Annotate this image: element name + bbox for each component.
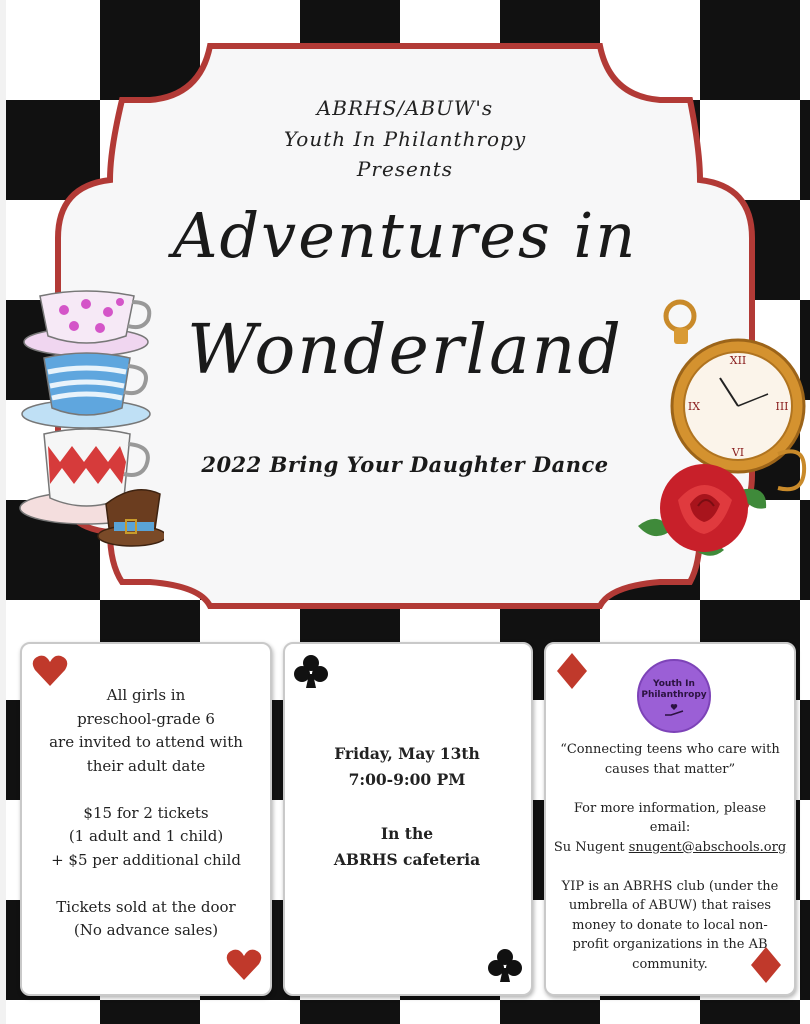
price-line-2: (1 adult and 1 child) xyxy=(68,827,224,845)
event-time: 7:00-9:00 PM xyxy=(348,770,466,789)
pocket-watch-rose-illustration xyxy=(628,294,810,574)
info-line-2: email: xyxy=(649,820,691,835)
event-date: Friday, May 13th xyxy=(334,744,480,763)
slogan-line-2: causes that matter” xyxy=(604,761,736,777)
yip-logo xyxy=(637,659,711,733)
info-line-1: For more information, please xyxy=(573,800,767,816)
logo-text-line-2: Philanthropy xyxy=(641,690,707,700)
eligibility-line-1: All girls in xyxy=(106,686,186,704)
contact-name: Su Nugent xyxy=(553,839,625,855)
about-line-5: community. xyxy=(632,956,708,972)
about-line-3: money to donate to local non- xyxy=(572,917,768,933)
slogan-line-1: “Connecting teens who care with xyxy=(560,742,780,757)
about-line-1: YIP is an ABRHS club (under the xyxy=(561,878,779,894)
contact-email-link[interactable]: snugent@abschools.org xyxy=(628,839,787,855)
diamond-icon xyxy=(556,652,588,690)
eligibility-line-3: are invited to attend with xyxy=(49,733,243,751)
location-line-1: In the xyxy=(380,824,434,843)
presenter-line-3: Presents xyxy=(356,157,454,181)
eligibility-line-4: their adult date xyxy=(86,756,206,775)
club-icon xyxy=(293,654,329,690)
svg-text:VI: VI xyxy=(731,446,745,459)
presenter-line-2: Youth In Philanthropy xyxy=(283,127,527,151)
price-line-3: + $5 per additional child xyxy=(51,850,241,869)
club-icon xyxy=(487,948,523,984)
about-line-4: profit organizations in the AB xyxy=(572,937,768,952)
title-line-1: Adventures in xyxy=(172,199,638,272)
tickets-line-2: (No advance sales) xyxy=(73,921,219,939)
presenter-line-1: ABRHS/ABUW's xyxy=(316,96,494,120)
hand-heart-icon xyxy=(663,703,685,719)
title-line-2: Wonderland xyxy=(187,311,623,390)
eligibility-line-2: preschool-grade 6 xyxy=(77,709,215,728)
card-clubs xyxy=(283,642,533,996)
about-line-2: umbrella of ABUW) that raises xyxy=(568,898,772,913)
svg-text:XII: XII xyxy=(729,354,747,367)
logo-text-line-1: Youth In xyxy=(653,679,695,689)
card-hearts xyxy=(20,642,272,996)
svg-text:III: III xyxy=(775,400,789,413)
heart-icon xyxy=(32,654,68,688)
contact-line xyxy=(550,838,790,858)
price-line-1: $15 for 2 tickets xyxy=(83,803,209,822)
heart-icon xyxy=(226,948,262,982)
teacup-stack-illustration xyxy=(14,286,164,556)
svg-text:IX: IX xyxy=(687,400,701,413)
location-line-2: ABRHS cafeteria xyxy=(333,850,481,869)
event-subtitle: 2022 Bring Your Daughter Dance xyxy=(201,452,609,477)
tickets-line-1: Tickets sold at the door xyxy=(56,897,236,916)
